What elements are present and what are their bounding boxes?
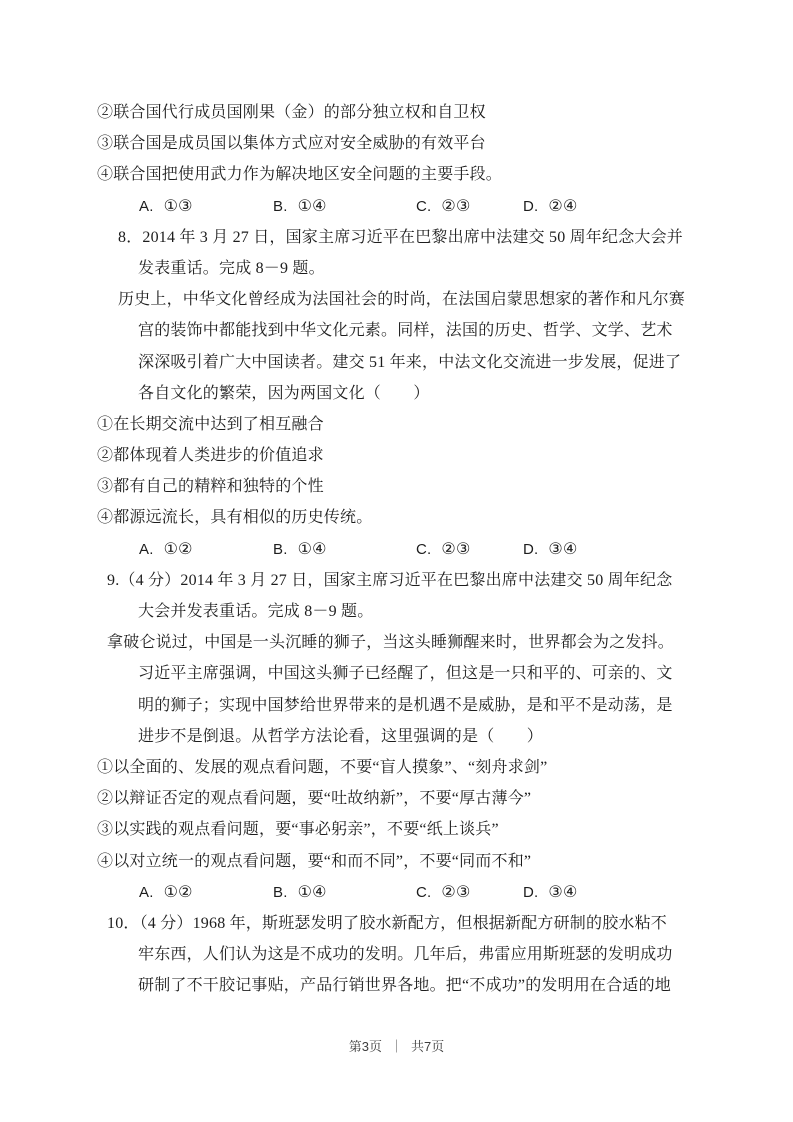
text-line: 10．（4 分）1968 年，斯班瑟发明了胶水新配方，但根据新配方研制的胶水粘不 [107, 914, 668, 932]
text-line: 拿破仑说过，中国是一头沉睡的狮子，当这头睡狮醒来时，世界都会为之发抖。 [107, 634, 675, 652]
text-line: 各自文化的繁荣，因为两国文化（ ） [138, 384, 430, 402]
option-letter: B. [273, 883, 288, 901]
text-line: 牢东西，人们认为这是不成功的发明。几年后，弗雷应用斯班瑟的发明成功 [138, 946, 673, 964]
text-line: ④以对立统一的观点看问题，要“和而不同”，不要“同而不和” [97, 852, 532, 870]
option-letter: B. [273, 197, 288, 215]
option-value: ①② [163, 883, 193, 901]
option-value: ②③ [441, 540, 471, 558]
answer-options-row [97, 534, 727, 565]
option-b [273, 534, 416, 565]
option-b [273, 877, 416, 908]
option-d [523, 191, 578, 222]
option-a [139, 534, 273, 565]
option-c [416, 534, 523, 565]
text-line: ③联合国是成员国以集体方式应对安全威胁的有效平台 [97, 135, 486, 153]
document-lines [97, 97, 727, 1001]
text-line: ①在长期交流中达到了相互融合 [97, 415, 324, 433]
text-line: ③以实践的观点看问题，要“事必躬亲”，不要“纸上谈兵” [97, 821, 499, 839]
page-footer [0, 1036, 793, 1055]
exam-page-body [97, 97, 727, 1001]
text-line: 宫的装饰中都能找到中华文化元素。同样，法国的历史、哲学、文学、艺术 [138, 322, 673, 340]
option-letter: C. [416, 540, 432, 558]
answer-options-row [97, 191, 727, 222]
text-line: 历史上，中华文化曾经成为法国社会的时尚，在法国启蒙思想家的著作和凡尔赛 [118, 291, 686, 309]
text-line: ②都体现着人类进步的价值追求 [97, 447, 324, 465]
option-value: ①④ [297, 197, 327, 215]
footer-page-number: 第3页 [348, 1039, 382, 1054]
option-letter: B. [273, 540, 288, 558]
text-line: 9.（4 分）2014 年 3 月 27 日，国家主席习近平在巴黎出席中法建交 50 周年纪念 [107, 571, 673, 589]
option-letter: A. [139, 883, 154, 901]
option-letter: A. [139, 197, 154, 215]
option-c [416, 191, 523, 222]
text-line: 明的狮子；实现中国梦给世界带来的是机遇不是威胁，是和平不是动荡，是 [138, 696, 673, 714]
option-value: ②③ [441, 883, 471, 901]
footer-total-pages: 共7页 [411, 1039, 445, 1054]
text-line: 大会并发表重话。完成 8－9 题。 [138, 603, 374, 620]
text-line: ①以全面的、发展的观点看问题，不要“盲人摸象”、“刻舟求剑” [97, 758, 548, 776]
answer-options-row [97, 877, 727, 908]
text-line: ②以辩证否定的观点看问题，要“吐故纳新”，不要“厚古薄今” [97, 790, 532, 808]
text-line: ④都源远流长，具有相似的历史传统。 [97, 509, 373, 527]
footer-separator: ｜ [389, 1039, 403, 1054]
text-line: ④联合国把使用武力作为解决地区安全问题的主要手段。 [97, 166, 503, 184]
option-d [523, 534, 578, 565]
option-c [416, 877, 523, 908]
text-line: 习近平主席强调，中国这头狮子已经醒了，但这是一只和平的、可亲的、文 [138, 665, 673, 683]
option-b [273, 191, 416, 222]
option-value: ③④ [548, 540, 578, 558]
option-d [523, 877, 578, 908]
option-value: ①④ [297, 883, 327, 901]
option-value: ①④ [297, 540, 327, 558]
option-a [139, 191, 273, 222]
option-letter: D. [523, 883, 539, 901]
text-line: 深深吸引着广大中国读者。建交 51 年来，中法文化交流进一步发展，促进了 [138, 353, 682, 371]
text-line: 发表重话。完成 8－9 题。 [138, 259, 325, 277]
option-value: ②④ [548, 197, 578, 215]
text-line: ③都有自己的精粹和独特的个性 [97, 478, 324, 496]
option-letter: C. [416, 883, 432, 901]
option-value: ②③ [441, 197, 471, 215]
text-line: 8．2014 年 3 月 27 日，国家主席习近平在巴黎出席中法建交 50 周年纪念大会并 [118, 228, 684, 246]
option-letter: A. [139, 540, 154, 558]
option-value: ①③ [163, 197, 193, 215]
text-line: ②联合国代行成员国刚果（金）的部分独立权和自卫权 [97, 104, 486, 121]
option-a [139, 877, 273, 908]
option-letter: C. [416, 197, 432, 215]
option-letter: D. [523, 197, 539, 215]
text-line: 进步不是倒退。从哲学方法论看，这里强调的是（ ） [138, 727, 544, 745]
option-value: ③④ [548, 883, 578, 901]
option-value: ①② [163, 540, 193, 558]
option-letter: D. [523, 540, 539, 558]
text-line: 研制了不干胶记事贴，产品行销世界各地。把“不成功”的发明用在合适的地 [138, 977, 672, 995]
